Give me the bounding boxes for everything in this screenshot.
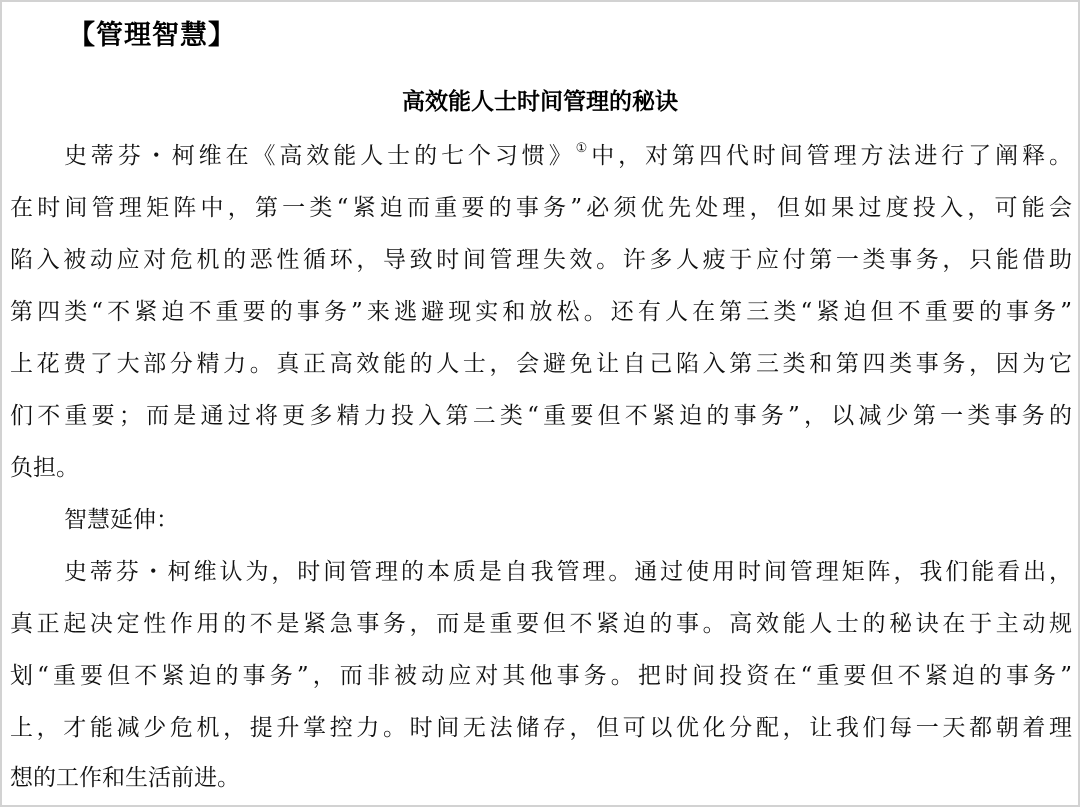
- paragraph1-line1-after: 中，对第四代时间管理方法进行了阐释。: [591, 143, 1073, 169]
- paragraph1-line3: 陷入被动应对危机的恶性循环，导致时间管理失效。许多人疲于应付第一类事务，只能借助: [10, 247, 1072, 273]
- paragraph1-line4: 第四类“不紧迫不重要的事务”来逃避现实和放松。还有人在第三类“紧迫但不重要的事务”: [10, 299, 1072, 325]
- extension-label: 智慧延伸：: [64, 507, 179, 533]
- paragraph2-line3: 划“重要但不紧迫的事务”，而非被动应对其他事务。把时间投资在“重要但不紧迫的事务”: [10, 663, 1072, 689]
- paragraph1-line6: 们不重要；而是通过将更多精力投入第二类“重要但不紧迫的事务”，以减少第一类事务的: [10, 403, 1072, 429]
- article-title: 高效能人士时间管理的秘诀: [402, 89, 678, 115]
- paragraph2-line1: 史蒂芬・柯维认为，时间管理的本质是自我管理。通过使用时间管理矩阵，我们能看出，: [64, 559, 1072, 585]
- paragraph2-line2: 真正起决定性作用的不是紧急事务，而是重要但不紧迫的事。高效能人士的秘诀在于主动规: [10, 611, 1072, 637]
- paragraph2-line5: 想的工作和生活前进。: [10, 765, 240, 791]
- footnote-mark: ①: [575, 141, 592, 156]
- paragraph1-line5: 上花费了大部分精力。真正高效能的人士，会避免让自己陷入第三类和第四类事务，因为它: [10, 351, 1072, 377]
- section-heading: 【管理智慧】: [68, 20, 236, 51]
- paragraph1-line7: 负担。: [10, 455, 79, 481]
- paragraph1-line2: 在时间管理矩阵中，第一类“紧迫而重要的事务”必须优先处理，但如果过度投入，可能会: [10, 195, 1072, 221]
- paragraph2-line4: 上，才能减少危机，提升掌控力。时间无法储存，但可以优化分配，让我们每一天都朝着理: [10, 715, 1072, 741]
- paragraph1-line1: [64, 130, 1072, 182]
- paragraph1-line1-before: 史蒂芬・柯维在《高效能人士的七个习惯》: [64, 143, 576, 169]
